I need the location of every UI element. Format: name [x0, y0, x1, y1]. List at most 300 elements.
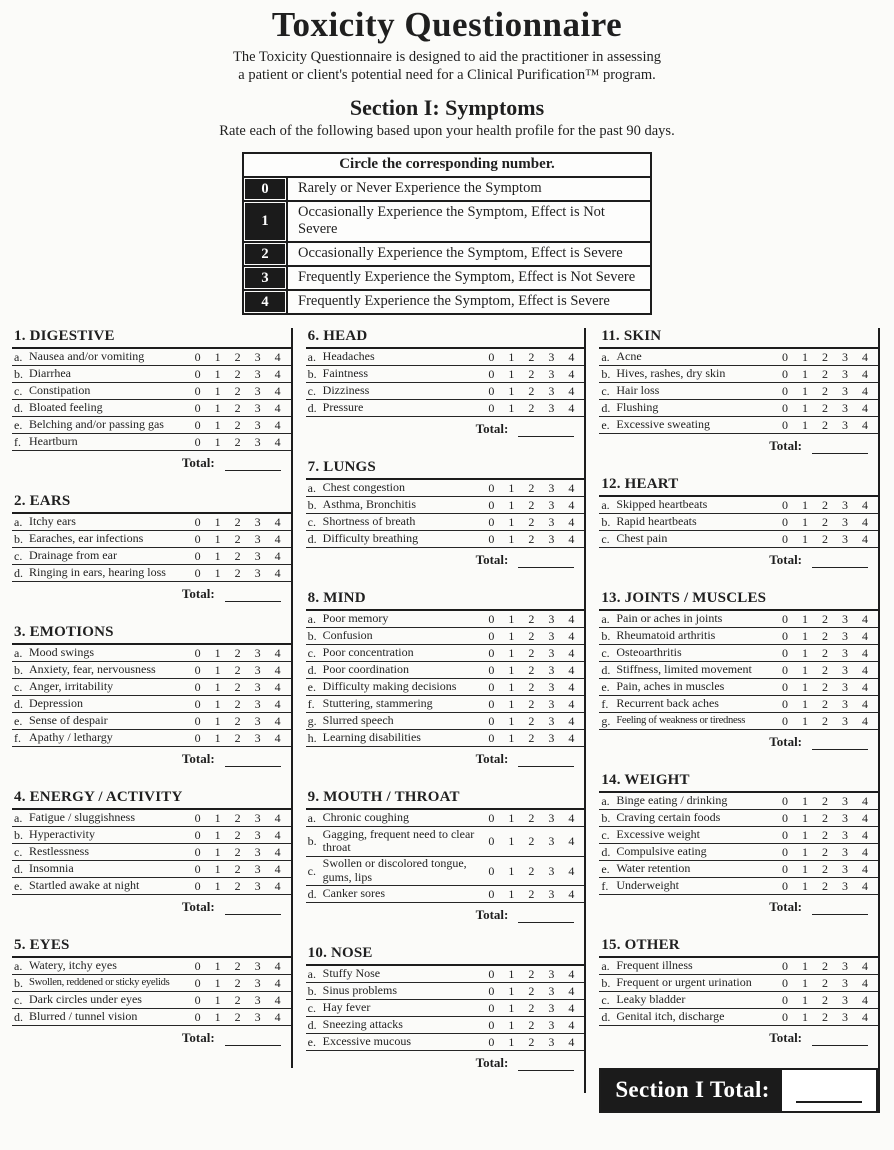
rating-option-0[interactable]: 0: [194, 1009, 201, 1024]
rating-option-2[interactable]: 2: [528, 810, 535, 825]
rating-option-2[interactable]: 2: [528, 886, 535, 901]
rating-option-0[interactable]: 0: [488, 679, 495, 694]
rating-option-4[interactable]: 4: [274, 349, 281, 364]
rating-option-2[interactable]: 2: [528, 662, 535, 677]
rating-option-3[interactable]: 3: [254, 992, 261, 1007]
rating-option-0[interactable]: 0: [194, 383, 201, 398]
rating-option-4[interactable]: 4: [274, 975, 281, 990]
rating-option-2[interactable]: 2: [234, 400, 241, 415]
rating-option-4[interactable]: 4: [568, 611, 575, 626]
rating-option-2[interactable]: 2: [528, 1017, 535, 1032]
rating-option-1[interactable]: 1: [508, 662, 515, 677]
rating-option-3[interactable]: 3: [548, 833, 555, 848]
rating-option-1[interactable]: 1: [802, 611, 809, 626]
rating-option-3[interactable]: 3: [254, 366, 261, 381]
rating-option-0[interactable]: 0: [782, 349, 789, 364]
rating-option-1[interactable]: 1: [214, 696, 221, 711]
rating-option-0[interactable]: 0: [488, 863, 495, 878]
rating-option-4[interactable]: 4: [568, 1034, 575, 1049]
rating-option-3[interactable]: 3: [548, 349, 555, 364]
rating-option-2[interactable]: 2: [528, 400, 535, 415]
rating-option-4[interactable]: 4: [274, 1009, 281, 1024]
rating-option-0[interactable]: 0: [782, 417, 789, 432]
rating-option-1[interactable]: 1: [508, 628, 515, 643]
rating-option-1[interactable]: 1: [802, 417, 809, 432]
rating-option-0[interactable]: 0: [782, 531, 789, 546]
rating-option-0[interactable]: 0: [194, 349, 201, 364]
rating-option-0[interactable]: 0: [488, 645, 495, 660]
rating-option-1[interactable]: 1: [508, 349, 515, 364]
rating-option-4[interactable]: 4: [274, 434, 281, 449]
rating-option-4[interactable]: 4: [274, 565, 281, 580]
rating-option-2[interactable]: 2: [528, 983, 535, 998]
rating-option-2[interactable]: 2: [234, 958, 241, 973]
rating-option-2[interactable]: 2: [822, 679, 829, 694]
rating-option-2[interactable]: 2: [822, 366, 829, 381]
rating-option-3[interactable]: 3: [254, 565, 261, 580]
rating-option-3[interactable]: 3: [254, 696, 261, 711]
rating-option-4[interactable]: 4: [862, 628, 869, 643]
total-blank[interactable]: [518, 755, 574, 767]
rating-option-3[interactable]: 3: [842, 827, 849, 842]
rating-option-2[interactable]: 2: [234, 975, 241, 990]
rating-option-4[interactable]: 4: [274, 645, 281, 660]
rating-option-1[interactable]: 1: [214, 713, 221, 728]
rating-option-3[interactable]: 3: [548, 886, 555, 901]
rating-option-3[interactable]: 3: [548, 983, 555, 998]
rating-option-3[interactable]: 3: [548, 497, 555, 512]
rating-option-1[interactable]: 1: [508, 713, 515, 728]
rating-option-0[interactable]: 0: [488, 480, 495, 495]
rating-option-2[interactable]: 2: [234, 662, 241, 677]
rating-option-0[interactable]: 0: [488, 966, 495, 981]
rating-option-1[interactable]: 1: [802, 1009, 809, 1024]
rating-option-0[interactable]: 0: [782, 514, 789, 529]
rating-option-4[interactable]: 4: [862, 645, 869, 660]
total-blank[interactable]: [812, 738, 868, 750]
rating-option-0[interactable]: 0: [488, 713, 495, 728]
rating-option-1[interactable]: 1: [214, 565, 221, 580]
rating-option-3[interactable]: 3: [254, 958, 261, 973]
rating-option-4[interactable]: 4: [568, 1017, 575, 1032]
rating-option-1[interactable]: 1: [508, 696, 515, 711]
rating-option-1[interactable]: 1: [214, 417, 221, 432]
rating-option-4[interactable]: 4: [274, 679, 281, 694]
rating-option-3[interactable]: 3: [254, 434, 261, 449]
rating-option-1[interactable]: 1: [214, 1009, 221, 1024]
rating-option-4[interactable]: 4: [568, 863, 575, 878]
rating-option-2[interactable]: 2: [234, 810, 241, 825]
rating-option-3[interactable]: 3: [254, 844, 261, 859]
rating-option-1[interactable]: 1: [802, 628, 809, 643]
rating-option-1[interactable]: 1: [508, 531, 515, 546]
rating-option-4[interactable]: 4: [862, 497, 869, 512]
rating-option-4[interactable]: 4: [568, 645, 575, 660]
rating-option-2[interactable]: 2: [528, 863, 535, 878]
rating-option-0[interactable]: 0: [488, 611, 495, 626]
rating-option-1[interactable]: 1: [508, 383, 515, 398]
rating-option-3[interactable]: 3: [254, 662, 261, 677]
rating-option-1[interactable]: 1: [802, 514, 809, 529]
rating-option-3[interactable]: 3: [842, 810, 849, 825]
rating-option-2[interactable]: 2: [822, 793, 829, 808]
rating-option-1[interactable]: 1: [508, 886, 515, 901]
rating-option-2[interactable]: 2: [234, 1009, 241, 1024]
rating-option-0[interactable]: 0: [782, 793, 789, 808]
rating-option-1[interactable]: 1: [508, 480, 515, 495]
rating-option-3[interactable]: 3: [254, 730, 261, 745]
rating-option-1[interactable]: 1: [508, 611, 515, 626]
rating-option-2[interactable]: 2: [234, 827, 241, 842]
rating-option-1[interactable]: 1: [508, 966, 515, 981]
rating-option-1[interactable]: 1: [508, 645, 515, 660]
rating-option-3[interactable]: 3: [548, 383, 555, 398]
rating-option-1[interactable]: 1: [508, 366, 515, 381]
rating-option-4[interactable]: 4: [862, 696, 869, 711]
rating-option-1[interactable]: 1: [802, 400, 809, 415]
rating-option-1[interactable]: 1: [214, 844, 221, 859]
rating-option-0[interactable]: 0: [782, 383, 789, 398]
rating-option-0[interactable]: 0: [194, 861, 201, 876]
rating-option-2[interactable]: 2: [822, 645, 829, 660]
rating-option-3[interactable]: 3: [842, 975, 849, 990]
total-blank[interactable]: [225, 590, 281, 602]
rating-option-2[interactable]: 2: [528, 679, 535, 694]
rating-option-0[interactable]: 0: [488, 383, 495, 398]
rating-option-3[interactable]: 3: [548, 679, 555, 694]
rating-option-3[interactable]: 3: [842, 679, 849, 694]
rating-option-4[interactable]: 4: [568, 349, 575, 364]
rating-option-4[interactable]: 4: [274, 366, 281, 381]
rating-option-3[interactable]: 3: [548, 863, 555, 878]
rating-option-3[interactable]: 3: [548, 1034, 555, 1049]
rating-option-1[interactable]: 1: [802, 827, 809, 842]
rating-option-2[interactable]: 2: [234, 565, 241, 580]
rating-option-4[interactable]: 4: [862, 975, 869, 990]
rating-option-0[interactable]: 0: [194, 878, 201, 893]
rating-option-0[interactable]: 0: [488, 1034, 495, 1049]
rating-option-4[interactable]: 4: [568, 1000, 575, 1015]
rating-option-1[interactable]: 1: [508, 863, 515, 878]
rating-option-4[interactable]: 4: [862, 844, 869, 859]
rating-option-1[interactable]: 1: [214, 662, 221, 677]
rating-option-3[interactable]: 3: [254, 548, 261, 563]
rating-option-3[interactable]: 3: [842, 958, 849, 973]
rating-option-2[interactable]: 2: [234, 730, 241, 745]
rating-option-3[interactable]: 3: [842, 992, 849, 1007]
rating-option-2[interactable]: 2: [528, 1000, 535, 1015]
rating-option-2[interactable]: 2: [234, 878, 241, 893]
rating-option-2[interactable]: 2: [528, 1034, 535, 1049]
rating-option-3[interactable]: 3: [254, 878, 261, 893]
rating-option-0[interactable]: 0: [194, 645, 201, 660]
section-total-blank[interactable]: [796, 1101, 862, 1103]
rating-option-0[interactable]: 0: [782, 366, 789, 381]
rating-option-4[interactable]: 4: [862, 958, 869, 973]
rating-option-0[interactable]: 0: [194, 696, 201, 711]
rating-option-1[interactable]: 1: [214, 366, 221, 381]
rating-option-3[interactable]: 3: [842, 793, 849, 808]
rating-option-4[interactable]: 4: [274, 548, 281, 563]
rating-option-1[interactable]: 1: [508, 730, 515, 745]
rating-option-3[interactable]: 3: [254, 645, 261, 660]
rating-option-2[interactable]: 2: [234, 713, 241, 728]
rating-option-4[interactable]: 4: [862, 349, 869, 364]
rating-option-3[interactable]: 3: [842, 1009, 849, 1024]
rating-option-4[interactable]: 4: [274, 514, 281, 529]
rating-option-1[interactable]: 1: [508, 1017, 515, 1032]
rating-option-4[interactable]: 4: [862, 366, 869, 381]
rating-option-1[interactable]: 1: [802, 958, 809, 973]
rating-option-2[interactable]: 2: [528, 349, 535, 364]
rating-option-3[interactable]: 3: [842, 844, 849, 859]
rating-option-0[interactable]: 0: [782, 878, 789, 893]
rating-option-2[interactable]: 2: [822, 400, 829, 415]
rating-option-3[interactable]: 3: [842, 349, 849, 364]
rating-option-4[interactable]: 4: [568, 531, 575, 546]
rating-option-4[interactable]: 4: [862, 878, 869, 893]
rating-option-1[interactable]: 1: [802, 645, 809, 660]
rating-option-4[interactable]: 4: [274, 696, 281, 711]
rating-option-3[interactable]: 3: [842, 628, 849, 643]
rating-option-4[interactable]: 4: [862, 713, 869, 728]
rating-option-0[interactable]: 0: [782, 713, 789, 728]
rating-option-2[interactable]: 2: [822, 958, 829, 973]
rating-option-2[interactable]: 2: [234, 383, 241, 398]
rating-option-2[interactable]: 2: [234, 349, 241, 364]
rating-option-2[interactable]: 2: [822, 628, 829, 643]
rating-option-1[interactable]: 1: [214, 383, 221, 398]
rating-option-2[interactable]: 2: [528, 366, 535, 381]
rating-option-1[interactable]: 1: [802, 531, 809, 546]
rating-option-2[interactable]: 2: [822, 861, 829, 876]
rating-option-4[interactable]: 4: [568, 713, 575, 728]
rating-option-3[interactable]: 3: [842, 417, 849, 432]
rating-option-2[interactable]: 2: [528, 696, 535, 711]
rating-option-4[interactable]: 4: [862, 861, 869, 876]
rating-option-4[interactable]: 4: [862, 679, 869, 694]
rating-option-0[interactable]: 0: [194, 827, 201, 842]
rating-option-0[interactable]: 0: [488, 730, 495, 745]
rating-option-1[interactable]: 1: [508, 833, 515, 848]
rating-option-4[interactable]: 4: [568, 679, 575, 694]
rating-option-1[interactable]: 1: [214, 349, 221, 364]
rating-option-4[interactable]: 4: [568, 886, 575, 901]
rating-option-4[interactable]: 4: [568, 514, 575, 529]
rating-option-3[interactable]: 3: [842, 400, 849, 415]
rating-option-0[interactable]: 0: [782, 827, 789, 842]
rating-option-4[interactable]: 4: [274, 730, 281, 745]
rating-option-2[interactable]: 2: [234, 417, 241, 432]
rating-option-4[interactable]: 4: [274, 713, 281, 728]
rating-option-1[interactable]: 1: [802, 383, 809, 398]
rating-option-2[interactable]: 2: [822, 611, 829, 626]
rating-option-3[interactable]: 3: [842, 366, 849, 381]
rating-option-0[interactable]: 0: [194, 730, 201, 745]
rating-option-2[interactable]: 2: [528, 383, 535, 398]
rating-option-4[interactable]: 4: [862, 611, 869, 626]
rating-option-4[interactable]: 4: [568, 628, 575, 643]
rating-option-1[interactable]: 1: [802, 844, 809, 859]
rating-option-1[interactable]: 1: [802, 878, 809, 893]
rating-option-0[interactable]: 0: [488, 662, 495, 677]
rating-option-0[interactable]: 0: [782, 679, 789, 694]
rating-option-4[interactable]: 4: [568, 366, 575, 381]
rating-option-4[interactable]: 4: [274, 992, 281, 1007]
rating-option-3[interactable]: 3: [548, 366, 555, 381]
rating-option-1[interactable]: 1: [802, 992, 809, 1007]
total-blank[interactable]: [812, 1034, 868, 1046]
rating-option-0[interactable]: 0: [782, 400, 789, 415]
rating-option-2[interactable]: 2: [528, 966, 535, 981]
rating-option-3[interactable]: 3: [842, 497, 849, 512]
rating-option-0[interactable]: 0: [488, 983, 495, 998]
rating-option-4[interactable]: 4: [862, 793, 869, 808]
rating-option-0[interactable]: 0: [782, 1009, 789, 1024]
rating-option-2[interactable]: 2: [234, 645, 241, 660]
rating-option-2[interactable]: 2: [234, 992, 241, 1007]
rating-option-0[interactable]: 0: [782, 992, 789, 1007]
rating-option-3[interactable]: 3: [842, 514, 849, 529]
rating-option-2[interactable]: 2: [234, 548, 241, 563]
rating-option-3[interactable]: 3: [548, 662, 555, 677]
rating-option-0[interactable]: 0: [488, 886, 495, 901]
rating-option-2[interactable]: 2: [822, 827, 829, 842]
rating-option-1[interactable]: 1: [508, 1000, 515, 1015]
rating-option-3[interactable]: 3: [254, 1009, 261, 1024]
rating-option-3[interactable]: 3: [548, 713, 555, 728]
rating-option-0[interactable]: 0: [194, 810, 201, 825]
rating-option-1[interactable]: 1: [802, 975, 809, 990]
rating-option-2[interactable]: 2: [528, 833, 535, 848]
rating-option-1[interactable]: 1: [802, 810, 809, 825]
rating-option-2[interactable]: 2: [234, 861, 241, 876]
rating-option-0[interactable]: 0: [782, 958, 789, 973]
rating-option-2[interactable]: 2: [822, 713, 829, 728]
rating-option-0[interactable]: 0: [194, 531, 201, 546]
rating-option-1[interactable]: 1: [214, 548, 221, 563]
rating-option-0[interactable]: 0: [194, 662, 201, 677]
rating-option-4[interactable]: 4: [568, 662, 575, 677]
rating-option-0[interactable]: 0: [194, 679, 201, 694]
rating-option-1[interactable]: 1: [214, 531, 221, 546]
rating-option-4[interactable]: 4: [274, 810, 281, 825]
rating-option-2[interactable]: 2: [822, 844, 829, 859]
rating-option-3[interactable]: 3: [548, 1017, 555, 1032]
rating-option-1[interactable]: 1: [214, 861, 221, 876]
rating-option-4[interactable]: 4: [274, 417, 281, 432]
rating-option-4[interactable]: 4: [274, 400, 281, 415]
rating-option-0[interactable]: 0: [782, 844, 789, 859]
rating-option-1[interactable]: 1: [214, 400, 221, 415]
rating-option-3[interactable]: 3: [548, 645, 555, 660]
total-blank[interactable]: [518, 911, 574, 923]
rating-option-4[interactable]: 4: [274, 662, 281, 677]
rating-option-1[interactable]: 1: [214, 975, 221, 990]
rating-option-2[interactable]: 2: [822, 349, 829, 364]
rating-option-0[interactable]: 0: [194, 514, 201, 529]
total-blank[interactable]: [518, 556, 574, 568]
rating-option-4[interactable]: 4: [274, 878, 281, 893]
rating-option-3[interactable]: 3: [254, 861, 261, 876]
rating-option-3[interactable]: 3: [842, 383, 849, 398]
rating-option-2[interactable]: 2: [822, 810, 829, 825]
rating-option-4[interactable]: 4: [862, 531, 869, 546]
rating-option-4[interactable]: 4: [568, 696, 575, 711]
rating-option-2[interactable]: 2: [528, 713, 535, 728]
rating-option-1[interactable]: 1: [214, 679, 221, 694]
rating-option-2[interactable]: 2: [234, 679, 241, 694]
rating-option-1[interactable]: 1: [214, 434, 221, 449]
rating-option-3[interactable]: 3: [254, 514, 261, 529]
rating-option-3[interactable]: 3: [548, 480, 555, 495]
rating-option-4[interactable]: 4: [274, 383, 281, 398]
rating-option-0[interactable]: 0: [782, 810, 789, 825]
rating-option-4[interactable]: 4: [274, 844, 281, 859]
rating-option-3[interactable]: 3: [548, 611, 555, 626]
rating-option-2[interactable]: 2: [822, 497, 829, 512]
rating-option-3[interactable]: 3: [254, 810, 261, 825]
rating-option-4[interactable]: 4: [568, 383, 575, 398]
rating-option-3[interactable]: 3: [842, 611, 849, 626]
rating-option-3[interactable]: 3: [842, 713, 849, 728]
rating-option-1[interactable]: 1: [802, 696, 809, 711]
rating-option-2[interactable]: 2: [822, 383, 829, 398]
rating-option-3[interactable]: 3: [842, 696, 849, 711]
rating-option-1[interactable]: 1: [508, 679, 515, 694]
rating-option-3[interactable]: 3: [254, 531, 261, 546]
total-blank[interactable]: [225, 903, 281, 915]
rating-option-1[interactable]: 1: [214, 992, 221, 1007]
rating-option-3[interactable]: 3: [548, 810, 555, 825]
rating-option-3[interactable]: 3: [548, 730, 555, 745]
total-blank[interactable]: [518, 425, 574, 437]
rating-option-4[interactable]: 4: [862, 1009, 869, 1024]
rating-option-0[interactable]: 0: [488, 628, 495, 643]
rating-option-1[interactable]: 1: [802, 679, 809, 694]
rating-option-4[interactable]: 4: [862, 992, 869, 1007]
rating-option-3[interactable]: 3: [548, 1000, 555, 1015]
rating-option-3[interactable]: 3: [254, 713, 261, 728]
rating-option-1[interactable]: 1: [802, 349, 809, 364]
rating-option-4[interactable]: 4: [568, 400, 575, 415]
rating-option-4[interactable]: 4: [862, 827, 869, 842]
rating-option-4[interactable]: 4: [568, 833, 575, 848]
rating-option-0[interactable]: 0: [782, 645, 789, 660]
rating-option-1[interactable]: 1: [508, 983, 515, 998]
rating-option-1[interactable]: 1: [214, 958, 221, 973]
total-blank[interactable]: [225, 755, 281, 767]
rating-option-2[interactable]: 2: [822, 514, 829, 529]
rating-option-2[interactable]: 2: [234, 531, 241, 546]
rating-option-4[interactable]: 4: [274, 827, 281, 842]
total-blank[interactable]: [225, 459, 281, 471]
rating-option-0[interactable]: 0: [488, 497, 495, 512]
rating-option-3[interactable]: 3: [842, 531, 849, 546]
rating-option-1[interactable]: 1: [508, 497, 515, 512]
rating-option-1[interactable]: 1: [214, 810, 221, 825]
rating-option-2[interactable]: 2: [528, 514, 535, 529]
rating-option-0[interactable]: 0: [194, 844, 201, 859]
rating-option-2[interactable]: 2: [528, 645, 535, 660]
rating-option-1[interactable]: 1: [802, 713, 809, 728]
rating-option-2[interactable]: 2: [528, 497, 535, 512]
rating-option-0[interactable]: 0: [782, 861, 789, 876]
rating-option-4[interactable]: 4: [274, 861, 281, 876]
rating-option-1[interactable]: 1: [214, 514, 221, 529]
rating-option-0[interactable]: 0: [782, 696, 789, 711]
rating-option-3[interactable]: 3: [548, 531, 555, 546]
